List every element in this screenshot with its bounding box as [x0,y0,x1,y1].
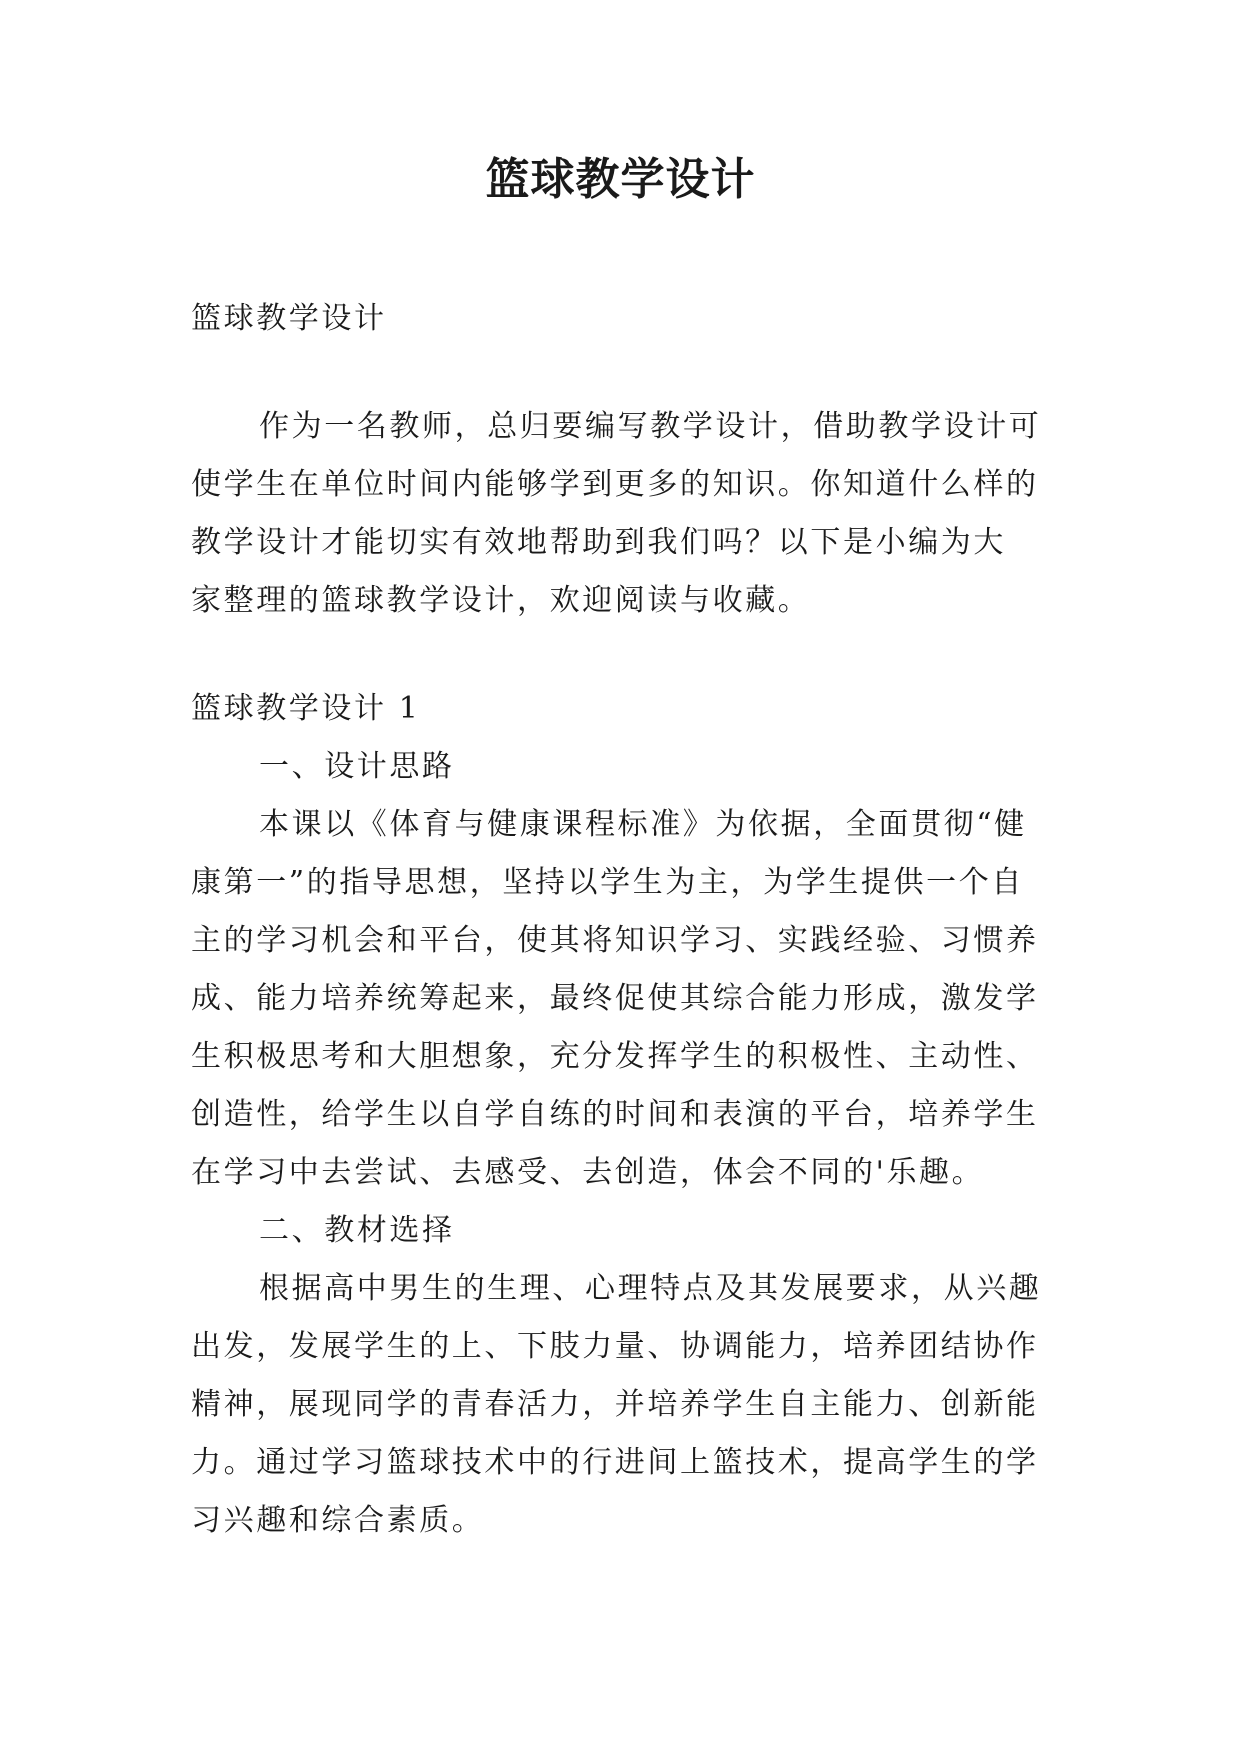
part2-line: 习兴趣和综合素质。 [191,1503,485,1538]
intro-line: 家整理的篮球教学设计，欢迎阅读与收藏。 [191,583,811,618]
intro-line: 使学生在单位时间内能够学到更多的知识。你知道什么样的 [191,467,1039,502]
part1-line: 本课以《体育与健康课程标准》为依据，全面贯彻“健 [259,807,1027,842]
section-title: 篮球教学设计 1 [191,691,421,726]
intro-paragraph [191,398,1051,630]
part1-line: 创造性，给学生以自学自练的时间和表演的平台，培养学生 [191,1097,1039,1132]
part1-line: 生积极思考和大胆想象，充分发挥学生的积极性、主动性、 [191,1039,1039,1074]
part2-heading: 二、教材选择 [259,1213,455,1248]
part2-line: 出发，发展学生的上、下肢力量、协调能力，培养团结协作 [191,1329,1039,1364]
part2-line: 力。通过学习篮球技术中的行进间上篮技术，提高学生的学 [191,1445,1039,1480]
section-1 [191,680,1051,1550]
part1-line: 康第一”的指导思想，坚持以学生为主，为学生提供一个自 [191,865,1024,900]
part1-line: 主的学习机会和平台，使其将知识学习、实践经验、习惯养 [191,923,1039,958]
document-body [191,290,1051,1550]
part2-line: 根据高中男生的生理、心理特点及其发展要求，从兴趣 [259,1271,1042,1306]
part1-heading: 一、设计思路 [259,749,455,784]
document-title: 篮球教学设计 [485,154,756,205]
intro-line: 教学设计才能切实有效地帮助到我们吗？以下是小编为大 [191,525,1006,560]
part2-line: 精神，展现同学的青春活力，并培养学生自主能力、创新能 [191,1387,1039,1422]
part1-line: 成、能力培养统筹起来，最终促使其综合能力形成，激发学 [191,981,1039,1016]
subtitle: 篮球教学设计 [191,301,387,336]
intro-line: 作为一名教师，总归要编写教学设计，借助教学设计可 [259,409,1042,444]
part1-line: 在学习中去尝试、去感受、去创造，体会不同的'乐趣。 [191,1155,985,1190]
